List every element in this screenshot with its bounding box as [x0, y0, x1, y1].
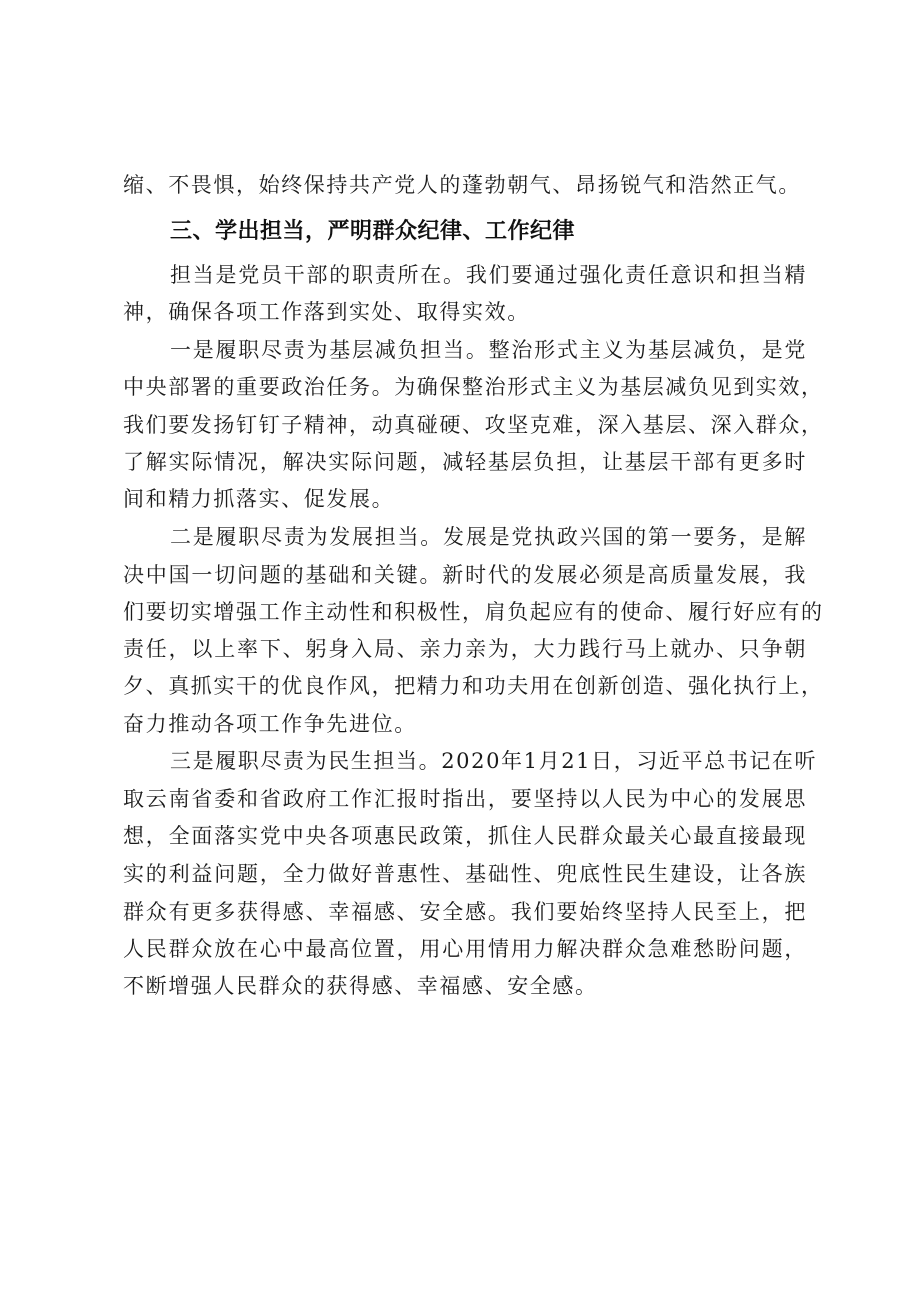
paragraph-line: 一是履职尽责为基层减负担当。整治形式主义为基层减负，是党	[170, 338, 807, 362]
paragraph-line: 实的利益问题，全力做好普惠性、基础性、兜底性民生建设，让各族	[123, 862, 807, 886]
paragraph-line: 人民群众放在心中最高位置，用心用情用力解决群众急难愁盼问题，	[123, 937, 807, 961]
paragraph-line: 想，全面落实党中央各项惠民政策，抓住人民群众最关心最直接最现	[123, 824, 807, 848]
paragraph-line: 们要切实增强工作主动性和积极性，肩负起应有的使命、履行好应有的	[123, 600, 824, 624]
paragraph-line: 神，确保各项工作落到实处、取得实效。	[123, 300, 530, 324]
paragraph-line: 中央部署的重要政治任务。为确保整治形式主义为基层减负见到实效，	[123, 375, 824, 399]
paragraph-line: 了解实际情况，解决实际问题，减轻基层负担，让基层干部有更多时	[123, 450, 807, 474]
paragraph-line: 三是履职尽责为民生担当。2020年1月21日，习近平总书记在听	[170, 749, 818, 773]
paragraph-line: 夕、真抓实干的优良作风，把精力和功夫用在创新创造、强化执行上，	[123, 674, 824, 698]
paragraph-line: 责任，以上率下、躬身入局、亲力亲为，大力践行马上就办、只争朝	[123, 637, 807, 661]
paragraph-line: 缩、不畏惧，始终保持共产党人的蓬勃朝气、昂扬锐气和浩然正气。	[123, 173, 801, 197]
paragraph-line: 取云南省委和省政府工作汇报时指出，要坚持以人民为中心的发展思	[123, 787, 807, 811]
paragraph-line: 群众有更多获得感、幸福感、安全感。我们要始终坚持人民至上，把	[123, 900, 807, 924]
paragraph-line: 不断增强人民群众的获得感、幸福感、安全感。	[123, 974, 598, 998]
paragraph-line: 担当是党员干部的职责所在。我们要通过强化责任意识和担当精	[170, 263, 807, 287]
section-heading: 三、学出担当，严明群众纪律、工作纪律	[170, 219, 576, 244]
paragraph-line: 我们要发扬钉钉子精神，动真碰硬、攻坚克难，深入基层、深入群众，	[123, 413, 824, 437]
paragraph-line: 二是履职尽责为发展担当。发展是党执政兴国的第一要务，是解	[170, 525, 807, 549]
paragraph-line: 间和精力抓落实、促发展。	[123, 487, 395, 511]
paragraph-line: 奋力推动各项工作争先进位。	[123, 712, 417, 736]
paragraph-line: 决中国一切问题的基础和关键。新时代的发展必须是高质量发展，我	[123, 563, 807, 587]
